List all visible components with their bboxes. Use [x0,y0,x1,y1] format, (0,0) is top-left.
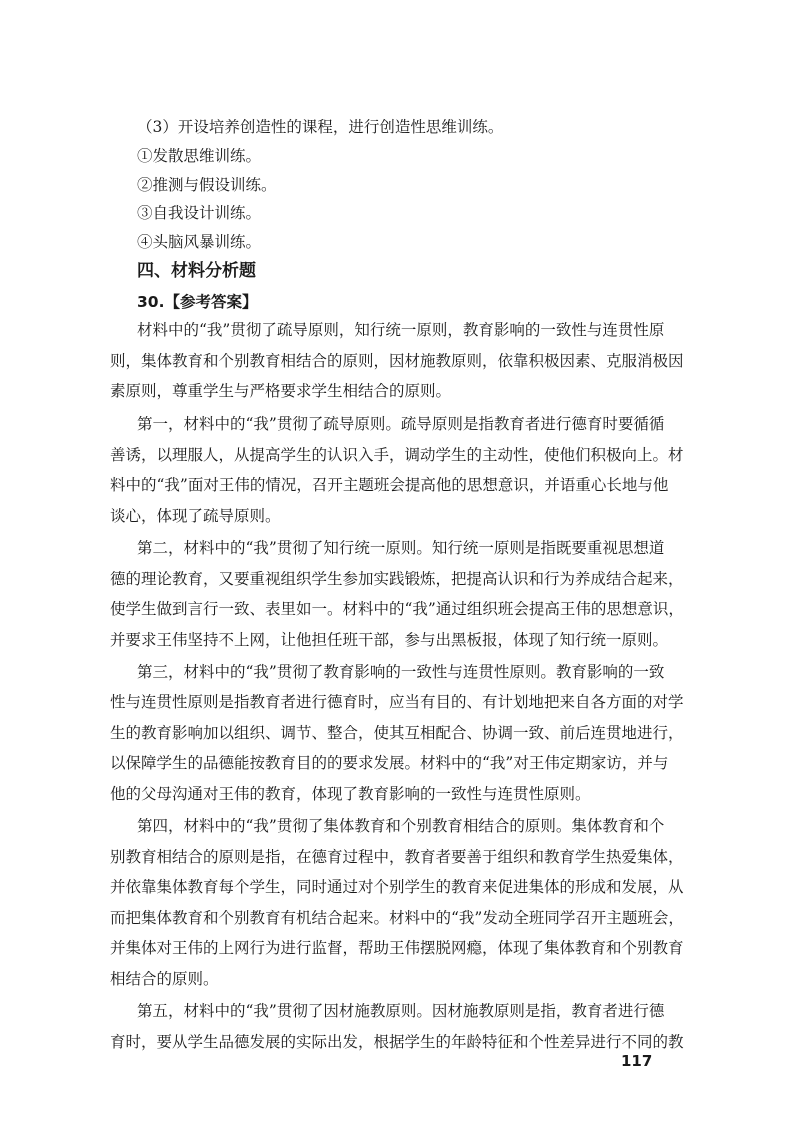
paragraph-line: 料中的“我”面对王伟的情况，召开主题班会提高他的思想意识，并语重心长地与他 [110,476,669,494]
list-item: ①发散思维训练。 [137,147,262,165]
paragraph-line: 使学生做到言行一致、表里如一。材料中的“我”通过组织班会提高王伟的思想意识， [110,600,684,618]
paragraph-line: 善诱，以理服人，从提高学生的认识入手，调动学生的主动性，使他们积极向上。材 [110,446,684,464]
paragraph-line: 并集体对王伟的上网行为进行监督，帮助王伟摆脱网瘾，体现了集体教育和个别教育 [110,939,684,957]
paragraph-line: 性与连贯性原则是指教育者进行德育时，应当有目的、有计划地把来自各方面的对学 [110,693,684,711]
paragraph-line: 并依靠集体教育每个学生，同时通过对个别学生的教育来促进集体的形成和发展，从 [110,878,684,896]
paragraph-line: 则，集体教育和个别教育相结合的原则，因材施教原则，依靠积极因素、克服消极因 [110,352,684,370]
page-number: 117 [621,1052,653,1070]
sub-point-title: （3）开设培养创造性的课程，进行创造性思维训练。 [137,118,504,136]
paragraph-line: 第二，材料中的“我”贯彻了知行统一原则。知行统一原则是指既要重视思想道 [137,539,665,557]
paragraph-line: 谈心，体现了疏导原则。 [110,507,281,525]
paragraph-line: 别教育相结合的原则是指，在德育过程中，教育者要善于组织和教育学生热爱集体， [110,848,684,866]
paragraph-line: 并要求王伟坚持不上网，让他担任班干部，参与出黑板报，体现了知行统一原则。 [110,631,669,649]
paragraph-line: 第一，材料中的“我”贯彻了疏导原则。疏导原则是指教育者进行德育时要循循 [137,415,665,433]
paragraph-line: 第三，材料中的“我”贯彻了教育影响的一致性与连贯性原则。教育影响的一致 [137,663,665,681]
paragraph-line: 育时，要从学生品德发展的实际出发，根据学生的年龄特征和个性差异进行不同的教 [110,1033,684,1051]
question-label: 30.【参考答案】 [137,293,258,311]
paragraph-line: 第五，材料中的“我”贯彻了因材施教原则。因材施教原则是指，教育者进行德 [137,1002,665,1020]
paragraph-line: 而把集体教育和个别教育有机结合起来。材料中的“我”发动全班同学召开主题班会， [110,909,684,927]
list-item: ④头脑风暴训练。 [137,233,262,251]
paragraph-line: 他的父母沟通对王伟的教育，体现了教育影响的一致性与连贯性原则。 [110,785,591,803]
list-item: ③自我设计训练。 [137,204,262,222]
paragraph-line: 以保障学生的品德能按教育目的的要求发展。材料中的“我”对王伟定期家访，并与 [110,754,669,772]
paragraph-line: 素原则，尊重学生与严格要求学生相结合的原则。 [110,382,452,400]
paragraph-line: 相结合的原则。 [110,970,219,988]
list-item: ②推测与假设训练。 [137,176,277,194]
paragraph-line: 生的教育影响加以组织、调节、整合，使其互相配合、协调一致、前后连贯地进行， [110,724,684,742]
paragraph-line: 材料中的“我”贯彻了疏导原则，知行统一原则，教育影响的一致性与连贯性原 [137,321,665,339]
section-heading: 四、材料分析题 [137,261,256,281]
paragraph-line: 第四，材料中的“我”贯彻了集体教育和个别教育相结合的原则。集体教育和个 [137,817,665,835]
paragraph-line: 德的理论教育，又要重视组织学生参加实践锻炼，把提高认识和行为养成结合起来， [110,570,684,588]
